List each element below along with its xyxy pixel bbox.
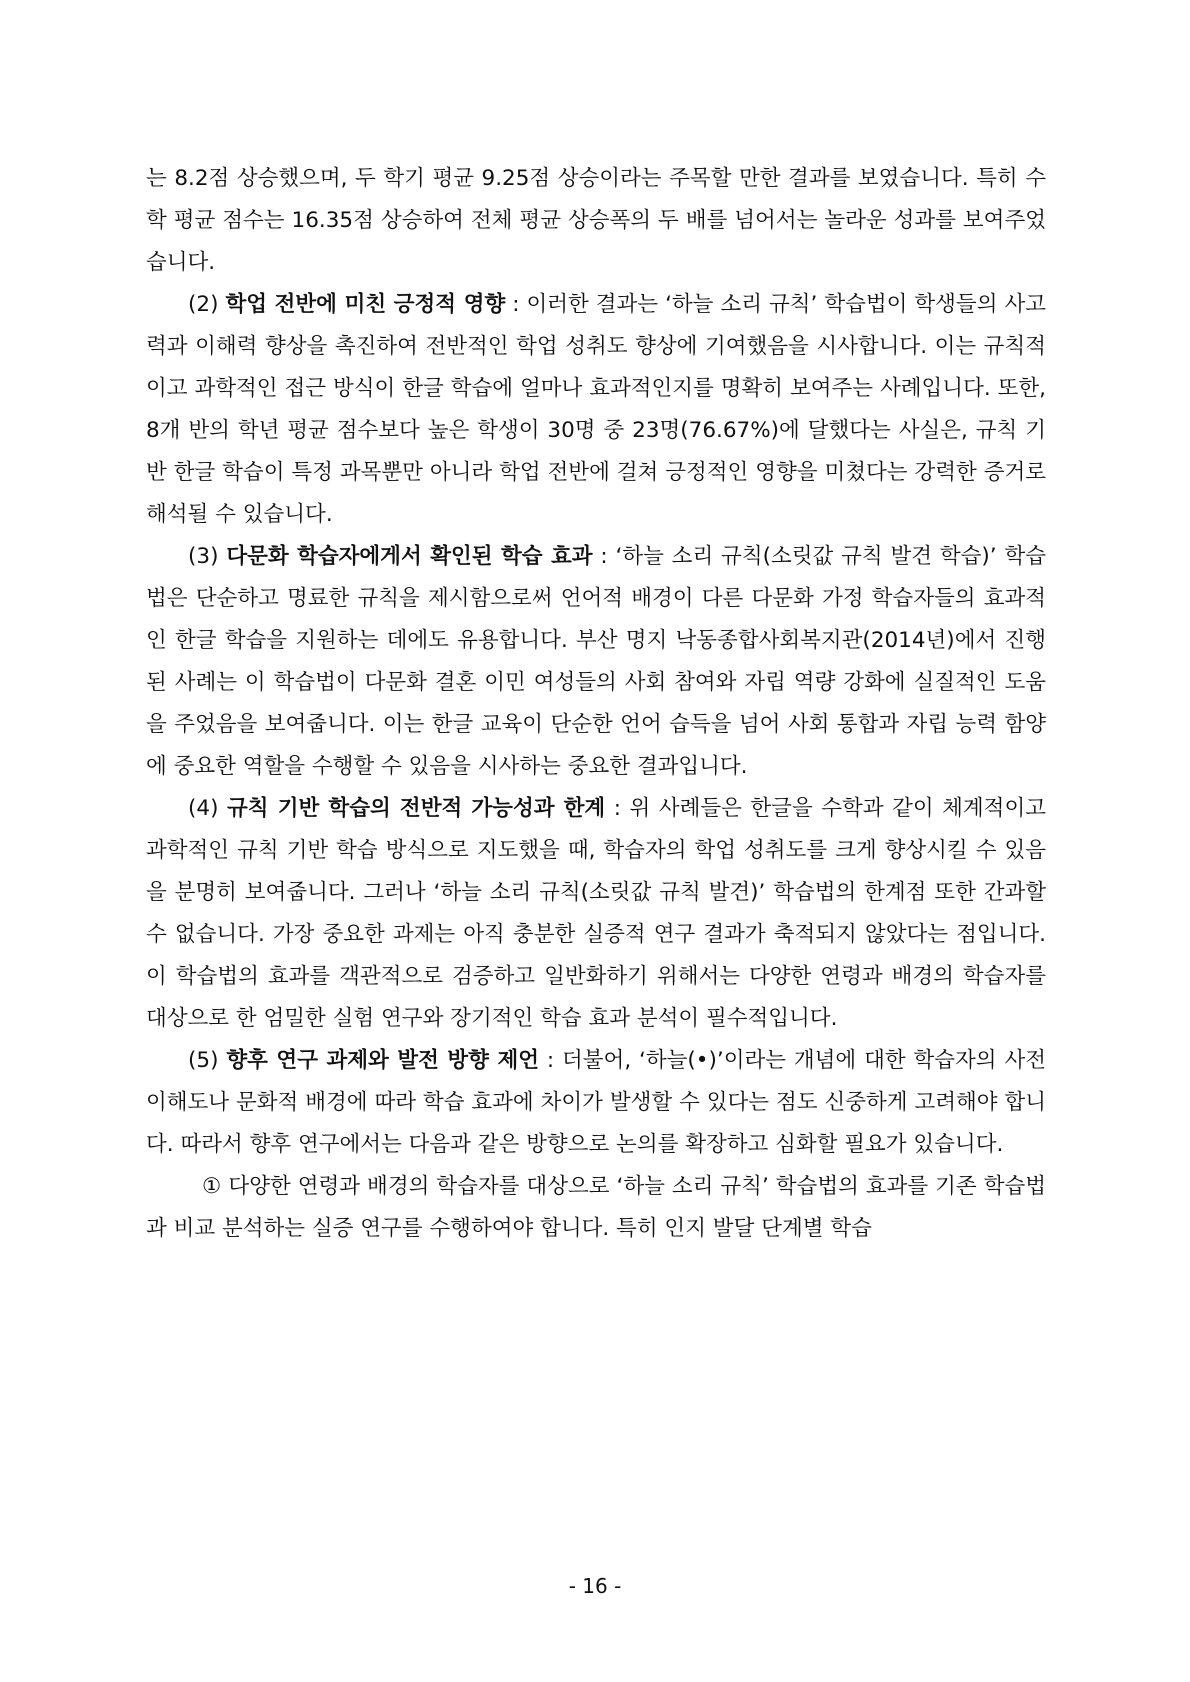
paragraph-continuation [146,158,1046,284]
paragraph-heading: 향후 연구 과제와 발전 방향 제언 [226,1048,540,1073]
document-body [146,158,1046,1250]
paragraph-list-item-1 [146,1166,1046,1250]
paragraph-future-research [146,1040,1046,1166]
paragraph-heading: 다문화 학습자에게서 확인된 학습 효과 [226,544,593,569]
paragraph-heading: 규칙 기반 학습의 전반적 가능성과 한계 [227,796,606,821]
paragraph-number: (2) [188,292,219,317]
paragraph-text: : 위 사례들은 한글을 수학과 같이 체계적이고 과학적인 규칙 기반 학습 방식으로 지도했을 때, 학습자의 학업 성취도를 크게 향상시킬 수 있음을 분명히 보여줍니다. 그러나 ‘하늘 소리 규칙(소릿값 규칙 발견)’ 학습법의 한계점 또한 간과할 수 없습니다. 가장 중요한 과제는 아직 충분한 실증적 연구 결과가 축적되지 않았다는 점입니다. 이 학습법의 효과를 객관적으로 검증하고 일반화하기 위해서는 다양한 연령과 배경의 학습자를 대상으로 한 엄밀한 실험 연구와 장기적인 학습 효과 분석이 필수적입니다. [146,796,1046,1031]
paragraph-number: (4) [188,796,219,821]
paragraph-text: : 더불어, ‘하늘(•)’이라는 개념에 대한 학습자의 사전 이해도나 문화적 배경에 따라 학습 효과에 차이가 발생할 수 있다는 점도 신중하게 고려해야 합니다. 따라서 향후 연구에서는 다음과 같은 방향으로 논의를 확장하고 심화할 필요가 있습니다. [146,1048,1046,1157]
paragraph-academic-impact [146,284,1046,536]
paragraph-text: : 이러한 결과는 ‘하늘 소리 규칙’ 학습법이 학생들의 사고력과 이해력 향상을 촉진하여 전반적인 학업 성취도 향상에 기여했음을 시사합니다. 이는 규칙적이고 과학적인 접근 방식이 한글 학습에 얼마나 효과적인지를 명확히 보여주는 사례입니다. 또한, 8개 반의 학년 평균 점수보다 높은 학생이 30명 중 23명(76.67%)에 달했다는 사실은, 규칙 기반 한글 학습이 특정 과목뿐만 아니라 학업 전반에 걸쳐 긍정적인 영향을 미쳤다는 강력한 증거로 해석될 수 있습니다. [146,292,1047,527]
paragraph-number: (3) [188,544,219,569]
paragraph-number: (5) [188,1048,219,1073]
paragraph-text: ① 다양한 연령과 배경의 학습자를 대상으로 ‘하늘 소리 규칙’ 학습법의 효과를 기존 학습법과 비교 분석하는 실증 연구를 수행하여야 합니다. 특히 인지 발달 단계별 학습 [146,1174,1046,1241]
paragraph-possibilities-limits [146,788,1046,1040]
page-number: - 16 - [568,1574,622,1598]
paragraph-heading: 학업 전반에 미친 긍정적 영향 [225,292,506,317]
paragraph-multicultural-effect [146,536,1046,788]
paragraph-text: : ‘하늘 소리 규칙(소릿값 규칙 발견 학습)’ 학습법은 단순하고 명료한 규칙을 제시함으로써 언어적 배경이 다른 다문화 가정 학습자들의 효과적인 한글 학습을 지원하는 데에도 유용합니다. 부산 명지 낙동종합사회복지관(2014년)에서 진행된 사례는 이 학습법이 다문화 결혼 이민 여성들의 사회 참여와 자립 역량 강화에 실질적인 도움을 주었음을 보여줍니다. 이는 한글 교육이 단순한 언어 습득을 넘어 사회 통합과 자립 능력 함양에 중요한 역할을 수행할 수 있음을 시사하는 중요한 결과입니다. [146,544,1046,779]
paragraph-text: 는 8.2점 상승했으며, 두 학기 평균 9.25점 상승이라는 주목할 만한 결과를 보였습니다. 특히 수학 평균 점수는 16.35점 상승하여 전체 평균 상승폭의 두 배를 넘어서는 놀라운 성과를 보여주었습니다. [146,166,1046,275]
